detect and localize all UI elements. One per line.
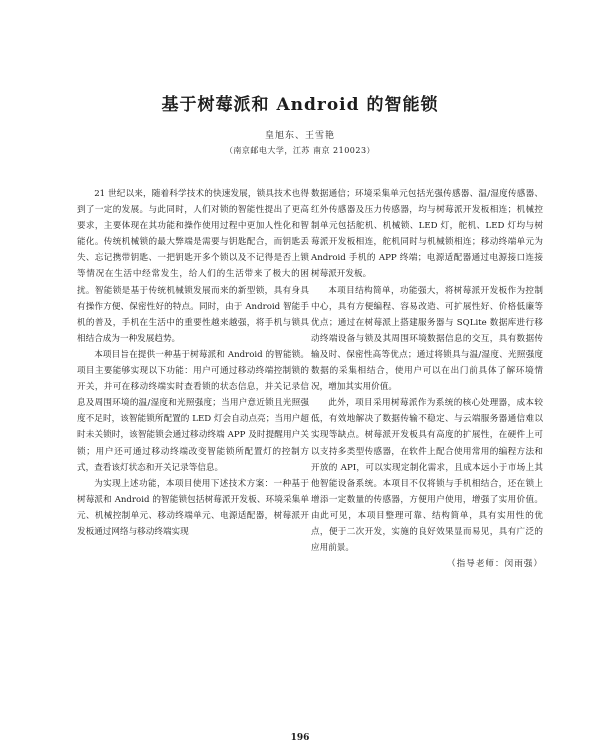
page-number: 196 (290, 733, 310, 743)
left-column (77, 186, 309, 540)
paragraph-solution-continued: 数据通信；环境采集单元包括光强传感器、温/湿度传感器、红外传感器及压力传感器，均与树莓派开发板相连；机械控制单元包括舵机、机械锁、LED 灯，舵机、LED 灯均与树莓派开发板相连，舵机同时与机械锁相连；移动终端单元为 Android 手机的 APP 终端；电源适配器通过电源接口连接树莓派开发板。 (311, 189, 543, 280)
right-column (311, 186, 543, 572)
paragraph-solution: 为实现上述功能，本项目使用下述技术方案：一种基于树莓派和 Android 的智能锁包括树莓派开发板、环境采集单元、机械控制单元、移动终端单元、电源适配器，树莓派开发板通过网络与移动终端实现 (77, 478, 309, 537)
article-title: 基于树莓派和 Android 的智能锁 (161, 95, 439, 115)
paragraph-conclusion: 此外，项目采用树莓派作为系统的核心处理器，成本较低，有效地解决了数据传输不稳定、与云端服务器通信难以实现等缺点。树莓派开发板具有高度的扩展性，在硬件上可以支持多类型传感器，在软件上配合使用常用的编程方法和开放的 API，可以实现定制化需求，且成本远小于市场上其他智能设备系统。本项目不仅将锁与手机相结合，还在锁上增添一定数量的传感器，方便用户使用，增强了实用价值。由此可见，本项目整理可靠、结构简单，具有实用性的优点，便于二次开发，实施的良好效果显而易见，具有广泛的应用前景。 (311, 398, 543, 554)
advisor-note: （指导老师：闵雨强） (447, 559, 543, 570)
article-affiliation: （南京邮电大学，江苏 南京 210023） (224, 146, 376, 155)
article-authors: 皇旭东、王雪艳 (264, 131, 335, 141)
paragraph-intro: 21 世纪以来，随着科学技术的快速发展，锁具技术也得到了一定的发展。与此同时，人们对锁的智能性提出了更高要求，主要体现在其功能和操作使用过程中更加人性化和智能化。传统机械锁的最大弊端是需要与钥匙配合，而钥匙丢失、忘记携带钥匙、一把钥匙开多个锁以及不记得是否上锁等情况在生活中经常发生，给人们的生活带来了极大的困扰。智能锁是基于传统机械锁发展而来的新型锁，具有身具有操作方便、保密性好的特点。同时，由于 Android 智能手机的普及，手机在生活中的重要性越来越强，将手机与锁具相结合成为一种发展趋势。 (77, 189, 309, 344)
paragraph-functions: 本项目旨在提供一种基于树莓派和 Android 的智能锁。项目主要能够实现以下功能：用户可通过移动终端控制锁的开关，并可在移动终端实时查看锁的状态信息，并关记录信息及周围环境的温/湿度和光照强度；当用户意近锁且光照强度不足时，该智能锁所配置的 LED 灯会自动点亮；当用户超时未关锁时，该智能锁会通过移动终端 APP 及时提醒用户关锁；用户还可通过移动终端改变智能锁所配置灯的控制方式，查看该灯状态和开关记录等信息。 (77, 349, 309, 473)
paragraph-advantages: 本项目结构简单，功能强大，将树莓派开发板作为控制中心，具有方便编程、容易改造、可扩展性好、价格低廉等优点；通过在树莓派上搭建服务器与 SQLite 数据库进行移动终端设备与锁及其周围环境数据信息的交互，具有数据传输及时、保密性高等优点；通过将锁具与温/湿度、光照强度数据的采集相结合，使用户可以在出门前具体了解环境情况，增加其实用价值。 (311, 285, 543, 393)
